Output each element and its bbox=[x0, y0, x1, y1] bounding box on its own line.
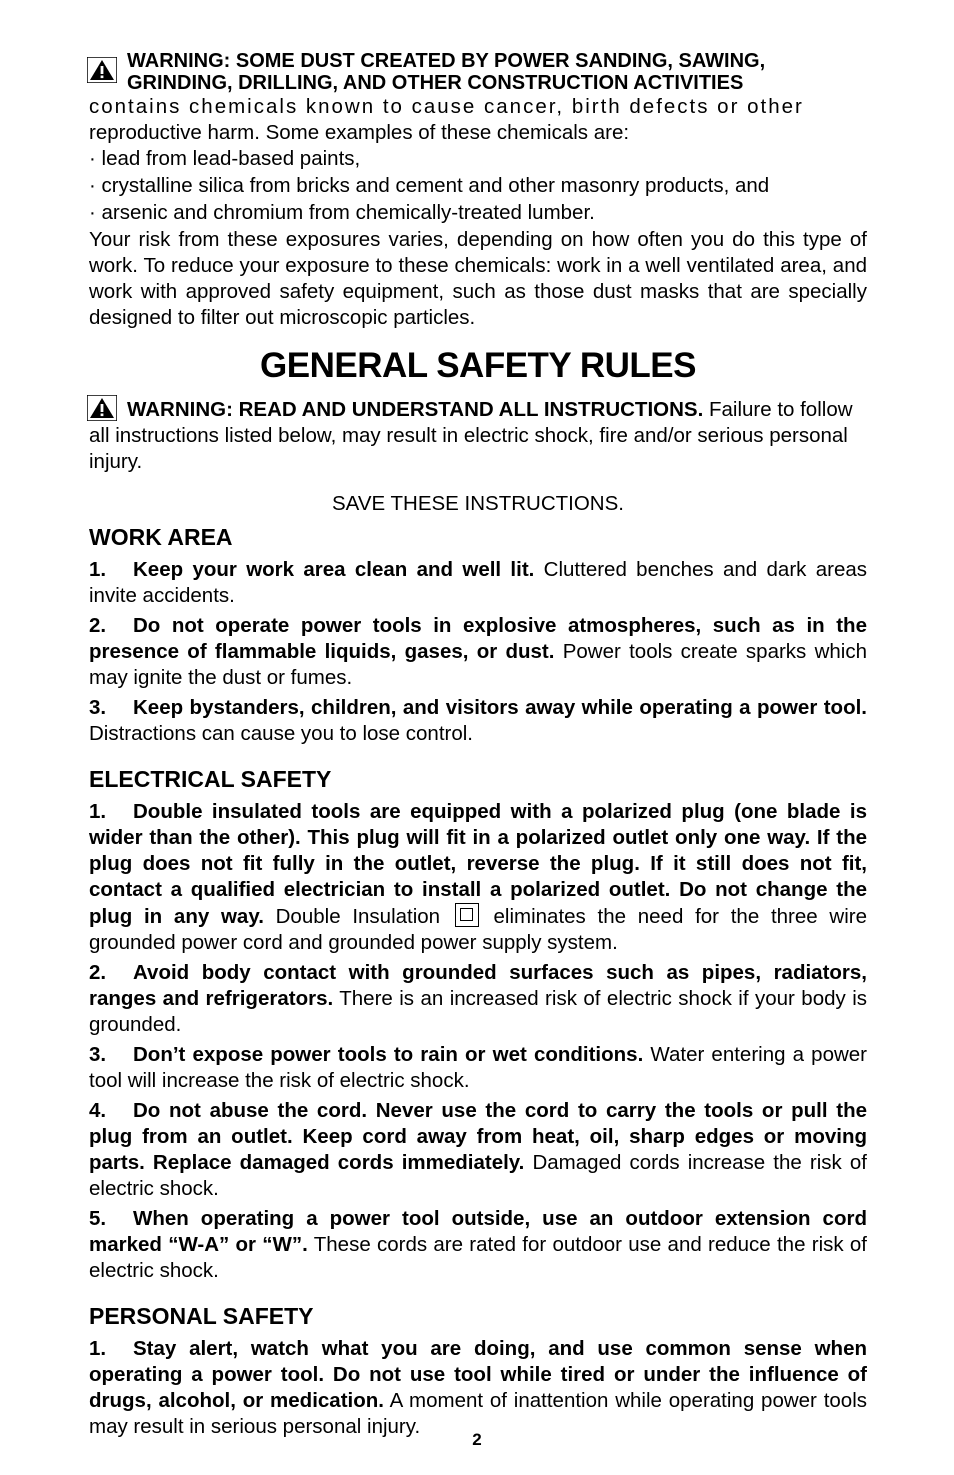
rule-item: 4. Do not abuse the cord. Never use the cord to carry the tools or pull the plug from an outlet. Keep cord away from heat, oil, sharp edges or moving parts. Replace damaged cords immediately. Damaged cords increase the risk of electric shock. bbox=[89, 1099, 867, 1200]
rule-item: 1. Keep your work area clean and well lit. Cluttered benches and dark areas invite accidents. bbox=[89, 558, 867, 607]
dust-warning-heading bbox=[89, 50, 867, 94]
dust-warning-line1: WARNING: SOME DUST CREATED BY POWER SANDING, SAWING, bbox=[127, 50, 766, 72]
list-item: · arsenic and chromium from chemically-treated lumber. bbox=[89, 201, 595, 224]
dust-warning-line4: reproductive harm. Some examples of these chemicals are: bbox=[89, 121, 630, 144]
list-item: · lead from lead-based paints, bbox=[89, 147, 361, 170]
chemical-list bbox=[89, 146, 867, 226]
section-heading-personal-safety: PERSONAL SAFETY bbox=[89, 1303, 314, 1329]
double-insulation-icon bbox=[455, 903, 479, 927]
section-heading-work-area: WORK AREA bbox=[89, 524, 233, 550]
warning-triangle-icon bbox=[87, 57, 117, 83]
list-item: · crystalline silica from bricks and cement and other masonry products, and bbox=[89, 174, 770, 197]
dust-warning-block bbox=[89, 50, 867, 331]
page-number: 2 bbox=[472, 1430, 482, 1449]
rule-item: 3. Don’t expose power tools to rain or wet conditions. Water entering a power tool will increase the risk of electric shock. bbox=[89, 1043, 867, 1092]
instructions-warning-bold: WARNING: READ AND UNDERSTAND ALL INSTRUCTIONS. bbox=[127, 398, 704, 421]
instructions-warning bbox=[89, 397, 867, 475]
warning-triangle-icon bbox=[87, 395, 117, 421]
rule-item: 5. When operating a power tool outside, use an outdoor extension cord marked “W-A” or “W”. These cords are rated for outdoor use and reduce the risk of electric shock. bbox=[89, 1207, 867, 1282]
rule-item: 1. Stay alert, watch what you are doing, and use common sense when operating a power tool. Do not use tool while tired or under the influence of drugs, alcohol, or medication. A moment of inattention while operating power tools may result in serious personal injury. bbox=[89, 1337, 867, 1438]
rule-item: 2. Do not operate power tools in explosive atmospheres, such as in the presence of flammable liquids, gases, or dust. Power tools create sparks which may ignite the dust or fumes. bbox=[89, 614, 867, 689]
manual-page bbox=[89, 50, 867, 1444]
instructions-warning-text: Failure to follow all instructions listed below, may result in electric shock, fire and/or serious personal injury. bbox=[89, 398, 853, 473]
exposure-paragraph: Your risk from these exposures varies, depending on how often you do this type of work. To reduce your exposure to these chemicals: work in a well ventilated area, and work with approved safety equipment, such as those dust masks that are specially designed to filter out microscopic particles. bbox=[89, 228, 867, 329]
dust-warning-line3: contains chemicals known to cause cancer, birth defects or other bbox=[89, 95, 804, 118]
page-title: GENERAL SAFETY RULES bbox=[260, 346, 696, 385]
section-heading-electrical-safety: ELECTRICAL SAFETY bbox=[89, 766, 332, 792]
save-instructions: SAVE THESE INSTRUCTIONS. bbox=[332, 492, 624, 515]
rule-item: 3. Keep bystanders, children, and visitors away while operating a power tool. Distractions can cause you to lose control. bbox=[89, 696, 867, 745]
rule-item: 2. Avoid body contact with grounded surfaces such as pipes, radiators, ranges and refrigerators. There is an increased risk of electric shock if your body is grounded. bbox=[89, 961, 868, 1036]
rule-item: 1. Double insulated tools are equipped with a polarized plug (one blade is wider than the other). This plug will fit in a polarized outlet only one way. If the plug does not fit fully in the outlet, reverse the plug. If it still does not fit, contact a qualified electrician to install a polarized outlet. Do not change the plug in any way. Double Insulation eliminates the need for the three wire grounded power cord and grounded power supply system. bbox=[89, 800, 867, 954]
dust-warning-line2: GRINDING, DRILLING, AND OTHER CONSTRUCTION ACTIVITIES bbox=[127, 72, 744, 94]
